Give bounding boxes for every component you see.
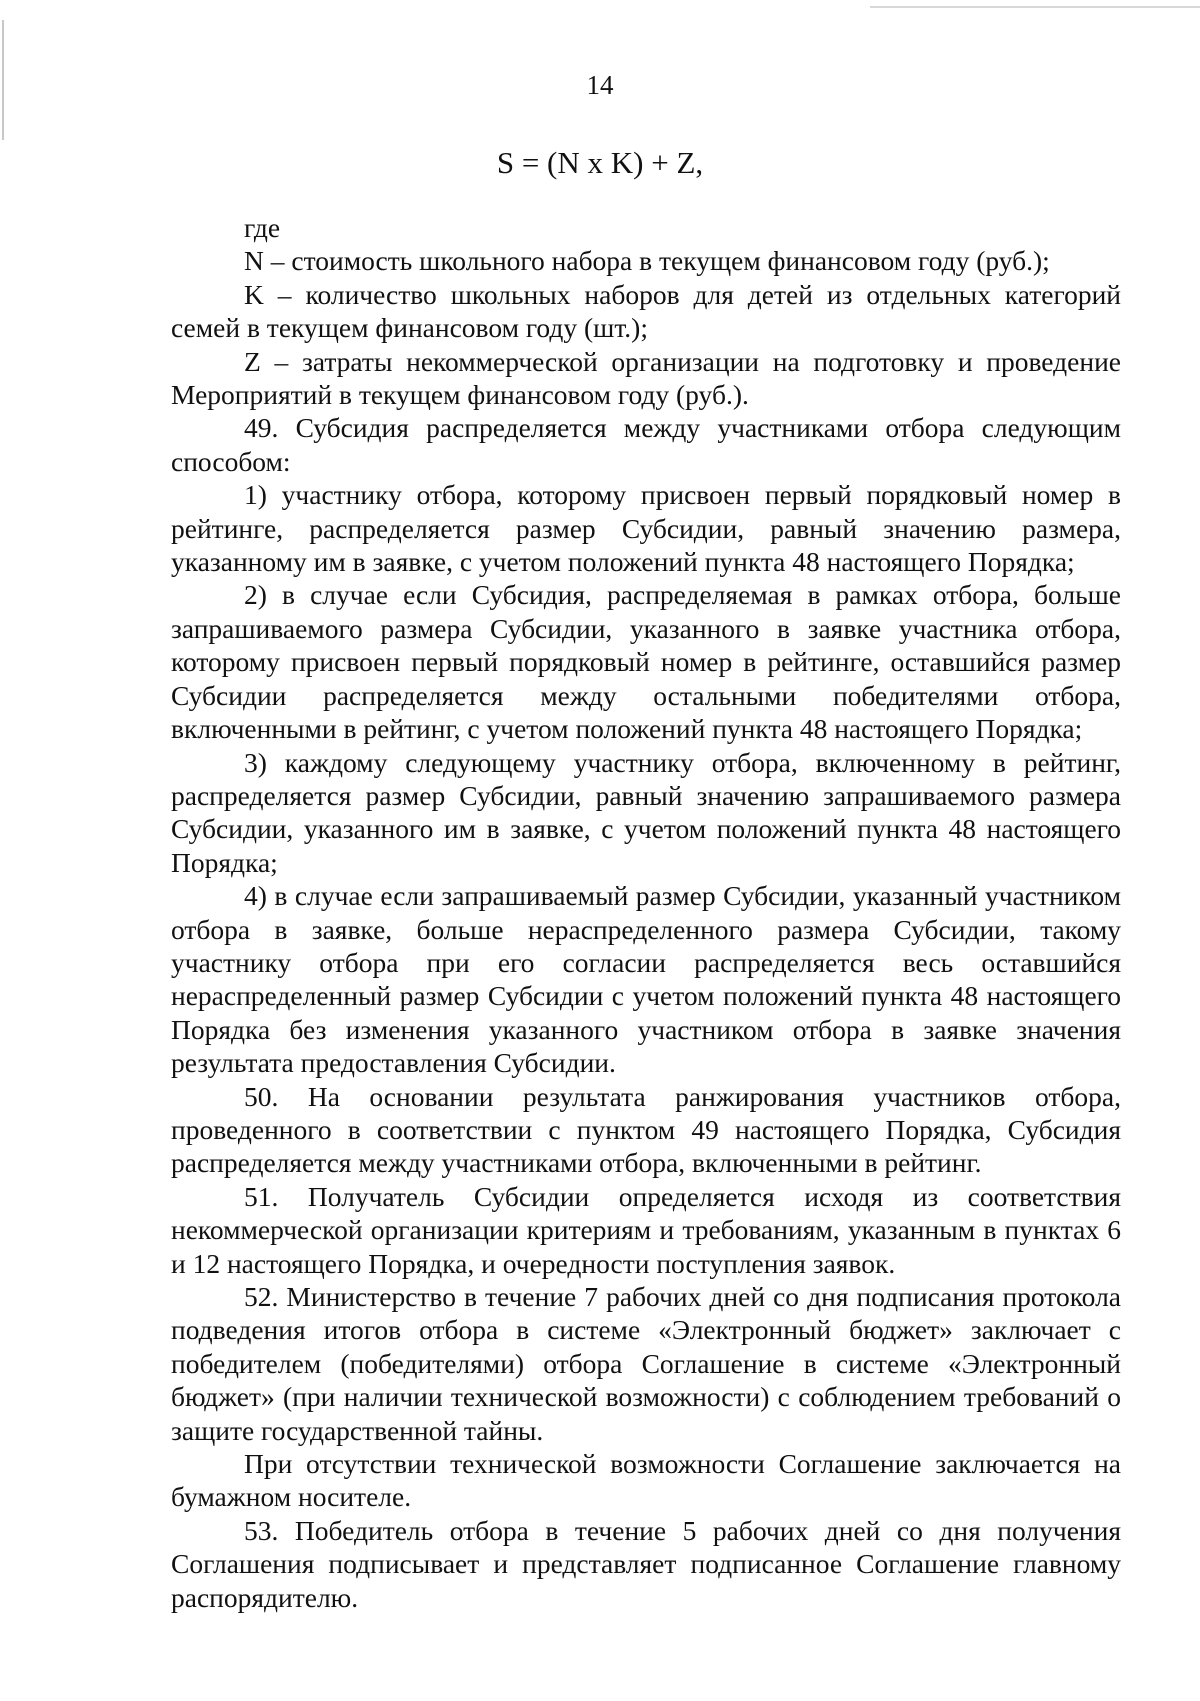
paragraph-49-item-2: 2) в случае если Субсидия, распределяемая в рамках отбора, больше запрашиваемого размера Субсидии, указанного в заявке участника отбора, которому присвоен первый порядковый номер в рейтинге, оставшийся размер Субсидии распределяется между остальными победителями отбора, включенными в рейтинг, с учетом положений пункта 48 настоящего Порядка;	[171, 579, 1121, 745]
paragraph-n-definition: N – стоимость школьного набора в текущем финансовом году (руб.);	[244, 245, 1050, 277]
paragraph-49-item-3: 3) каждому следующему участнику отбора, включенному в рейтинг, распределяется размер Субсидии, равный значению запрашиваемого размера Субсидии, указанного им в заявке, с учетом положений пункта 48 настоящего Порядка;	[171, 746, 1121, 878]
document-body	[171, 211, 1121, 1614]
page-number: 14	[586, 70, 614, 100]
paragraph-49-item-1: 1) участнику отбора, которому присвоен первый порядковый номер в рейтинге, распределяется размер Субсидии, равный значению размера, указанному им в заявке, с учетом положений пункта 48 настоящего Порядка;	[171, 479, 1121, 578]
paragraph-where: где	[244, 212, 281, 243]
paragraph-52-paper: При отсутствии технической возможности Соглашение заключается на бумажном носителе.	[171, 1448, 1121, 1513]
paragraph-53: 53. Победитель отбора в течение 5 рабочих дней со дня получения Соглашения подписывает и представляет подписанное Соглашение главному распорядителю.	[171, 1514, 1121, 1613]
paragraph-51: 51. Получатель Субсидии определяется исходя из соответствия некоммерческой организации критериям и требованиям, указанным в пунктах 6 и 12 настоящего Порядка, и очередности поступления заявок.	[171, 1180, 1121, 1279]
paragraph-k-definition: K – количество школьных наборов для детей из отдельных категорий семей в текущем финансовом году (шт.);	[171, 278, 1121, 344]
subsidy-formula: S = (N x K) + Z,	[496, 145, 704, 180]
scan-artifact-top	[870, 6, 1200, 8]
paragraph-49-item-4: 4) в случае если запрашиваемый размер Субсидии, указанный участником отбора в заявке, больше нераспределенного размера Субсидии, такому участнику отбора при его согласии распределяется весь оставшийся нераспределенный размер Субсидии с учетом положений пункта 48 настоящего Порядка без изменения указанного участником отбора в заявке значения результата предоставления Субсидии.	[171, 880, 1121, 1079]
paragraph-52: 52. Министерство в течение 7 рабочих дней со дня подписания протокола подведения итогов отбора в системе «Электронный бюджет» заключает с победителем (победителями) отбора Соглашение в системе «Электронный бюджет» (при наличии технической возможности) с соблюдением требований о защите государственной тайны.	[171, 1281, 1121, 1446]
paragraph-50: 50. На основании результата ранжирования участников отбора, проведенного в соответствии с пунктом 49 настоящего Порядка, Субсидия распределяется между участниками отбора, включенными в рейтинг.	[171, 1080, 1121, 1179]
paragraph-z-definition: Z – затраты некоммерческой организации на подготовку и проведение Мероприятий в текущем финансовом году (руб.).	[171, 345, 1121, 411]
paragraph-49: 49. Субсидия распределяется между участниками отбора следующим способом:	[171, 412, 1121, 477]
